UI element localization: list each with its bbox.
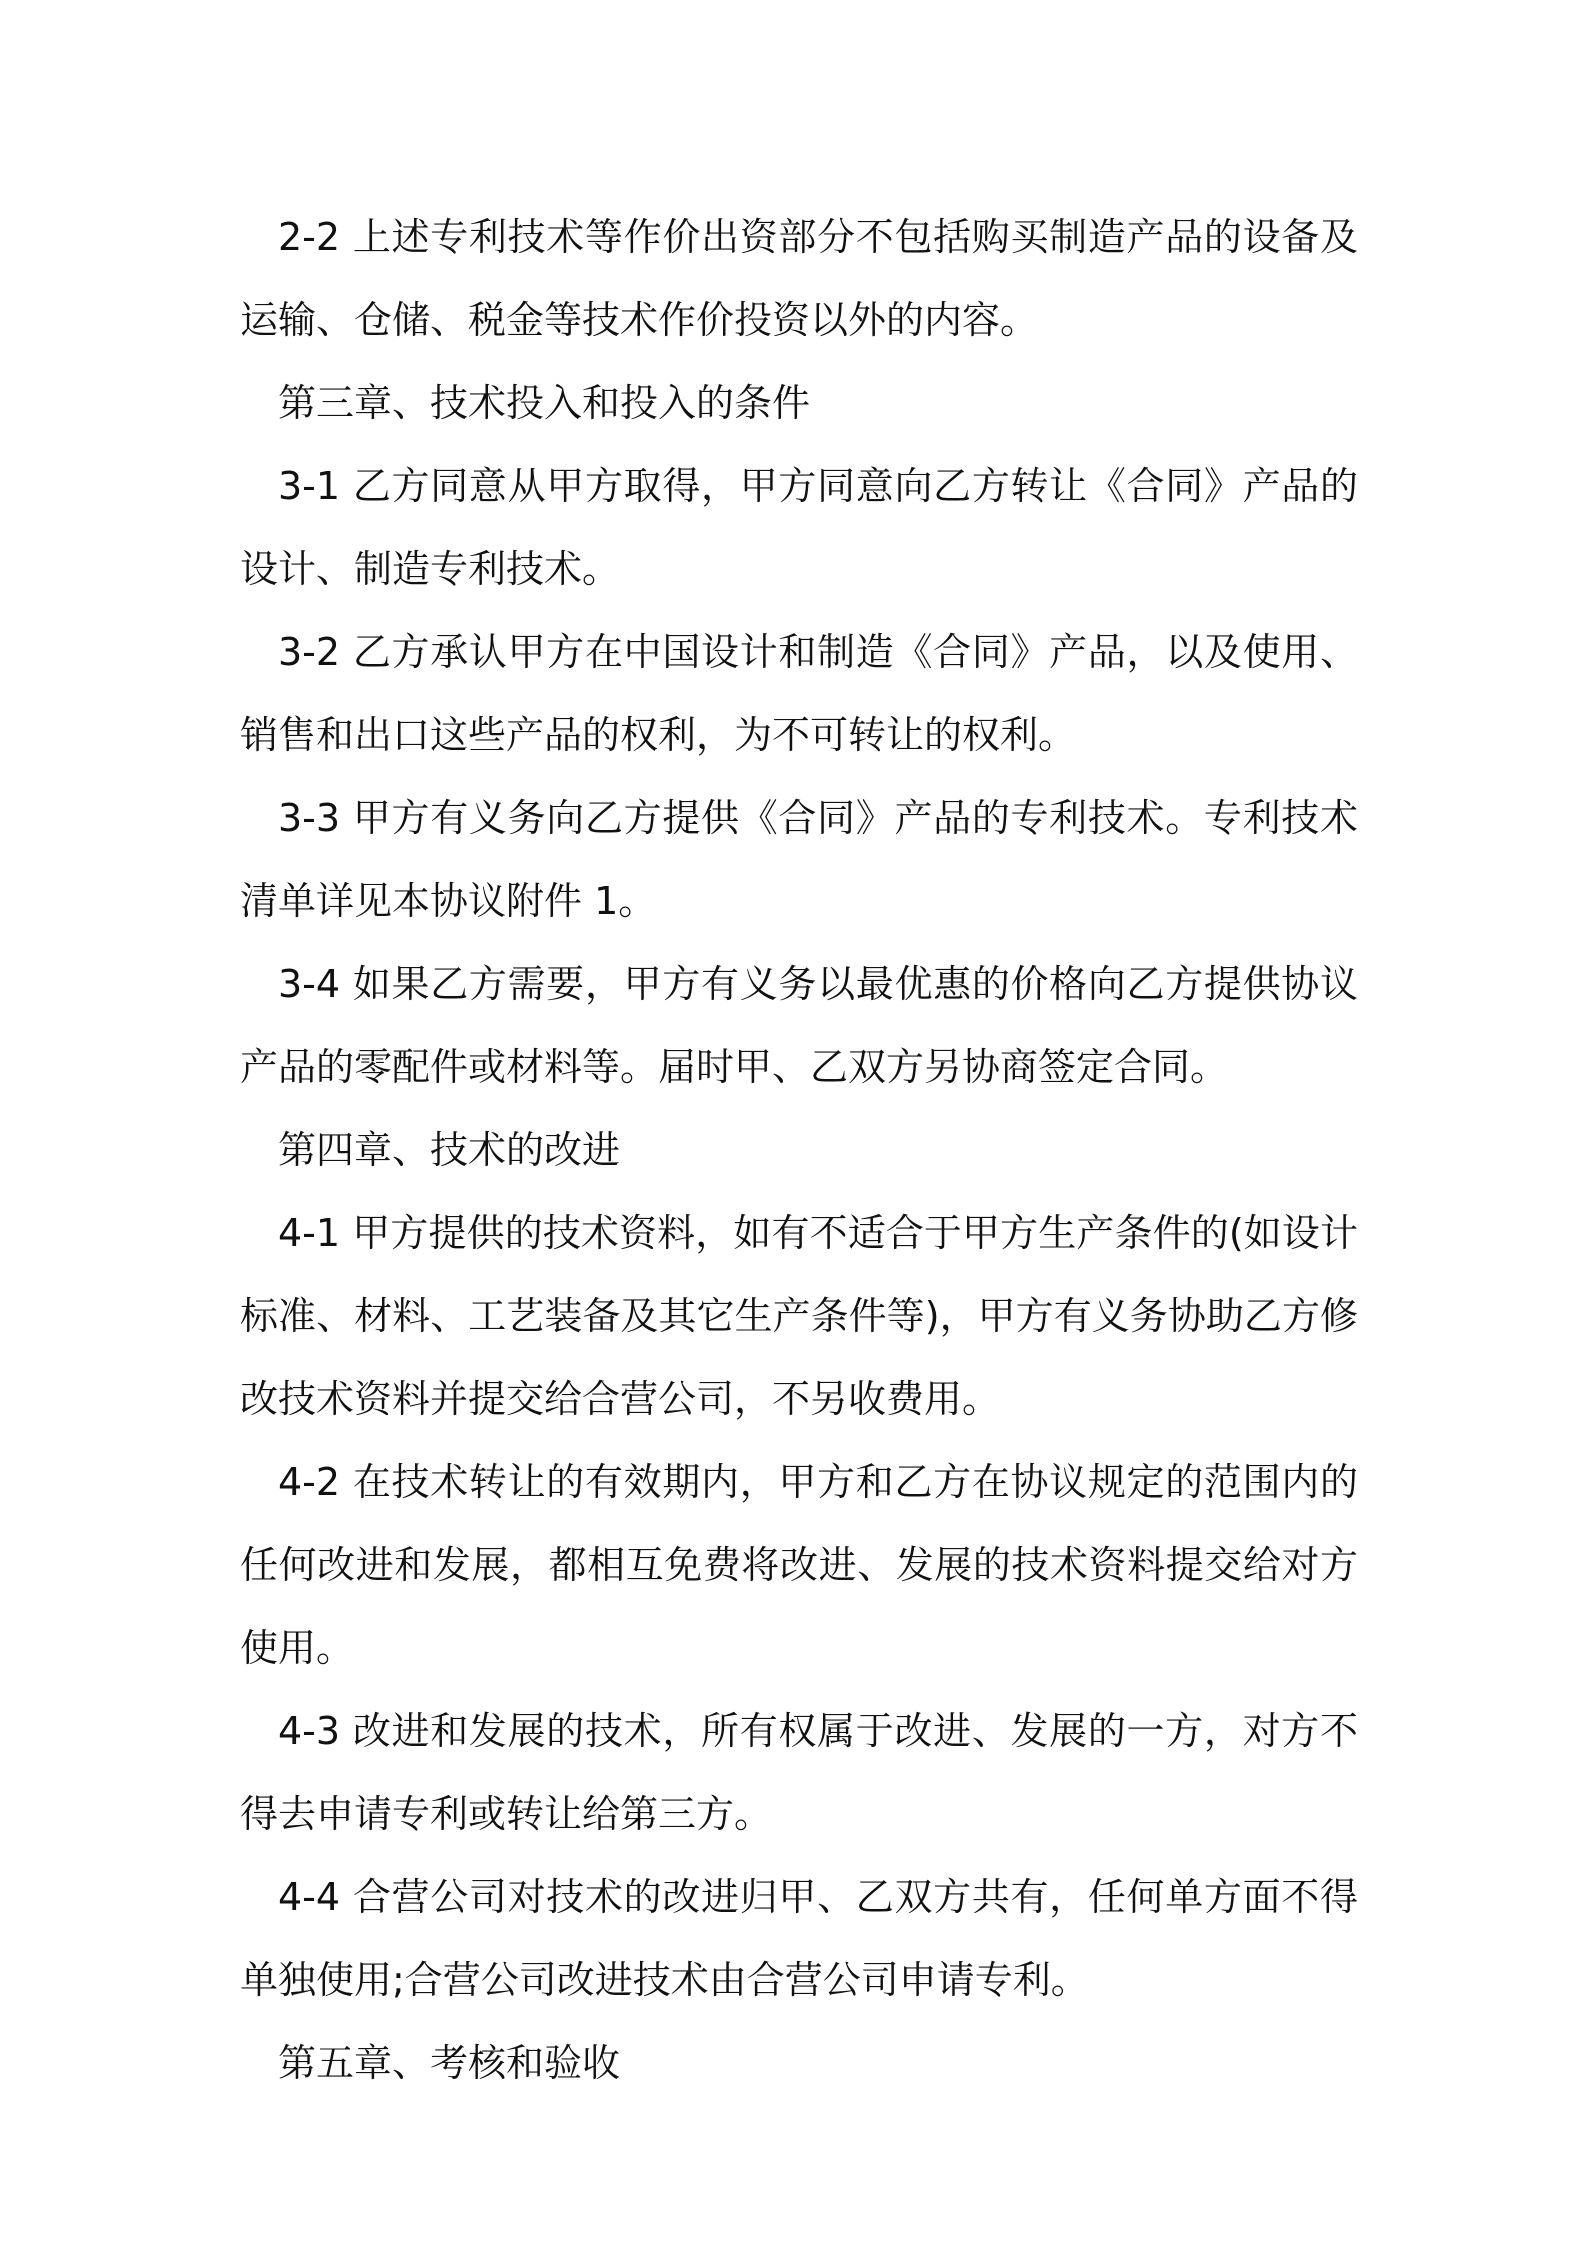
document-body	[240, 196, 1358, 2105]
clause-2-2: 2-2 上述专利技术等作价出资部分不包括购买制造产品的设备及运输、仓储、税金等技术作价投资以外的内容。	[240, 215, 1358, 342]
clause-4-3: 4-3 改进和发展的技术，所有权属于改进、发展的一方，对方不得去申请专利或转让给第三方。	[240, 1709, 1358, 1836]
clause-4-2: 4-2 在技术转让的有效期内，甲方和乙方在协议规定的范围内的任何改进和发展，都相互免费将改进、发展的技术资料提交给对方使用。	[240, 1460, 1358, 1670]
clause-4-4: 4-4 合营公司对技术的改进归甲、乙双方共有，任何单方面不得单独使用;合营公司改进技术由合营公司申请专利。	[240, 1875, 1358, 2002]
clause-3-3: 3-3 甲方有义务向乙方提供《合同》产品的专利技术。专利技术清单详见本协议附件 1。	[240, 796, 1358, 923]
chapter-4-heading: 第四章、技术的改进	[278, 1128, 621, 1172]
chapter-5-heading: 第五章、考核和验收	[278, 2041, 621, 2085]
clause-4-1: 4-1 甲方提供的技术资料，如有不适合于甲方生产条件的(如设计标准、材料、工艺装备及其它生产条件等)，甲方有义务协助乙方修改技术资料并提交给合营公司，不另收费用。	[240, 1211, 1358, 1421]
clause-3-2: 3-2 乙方承认甲方在中国设计和制造《合同》产品，以及使用、销售和出口这些产品的权利，为不可转让的权利。	[240, 630, 1358, 757]
clause-3-1: 3-1 乙方同意从甲方取得，甲方同意向乙方转让《合同》产品的设计、制造专利技术。	[240, 464, 1358, 591]
chapter-3-heading: 第三章、技术投入和投入的条件	[278, 381, 811, 425]
clause-3-4: 3-4 如果乙方需要，甲方有义务以最优惠的价格向乙方提供协议产品的零配件或材料等。届时甲、乙双方另协商签定合同。	[240, 962, 1358, 1089]
